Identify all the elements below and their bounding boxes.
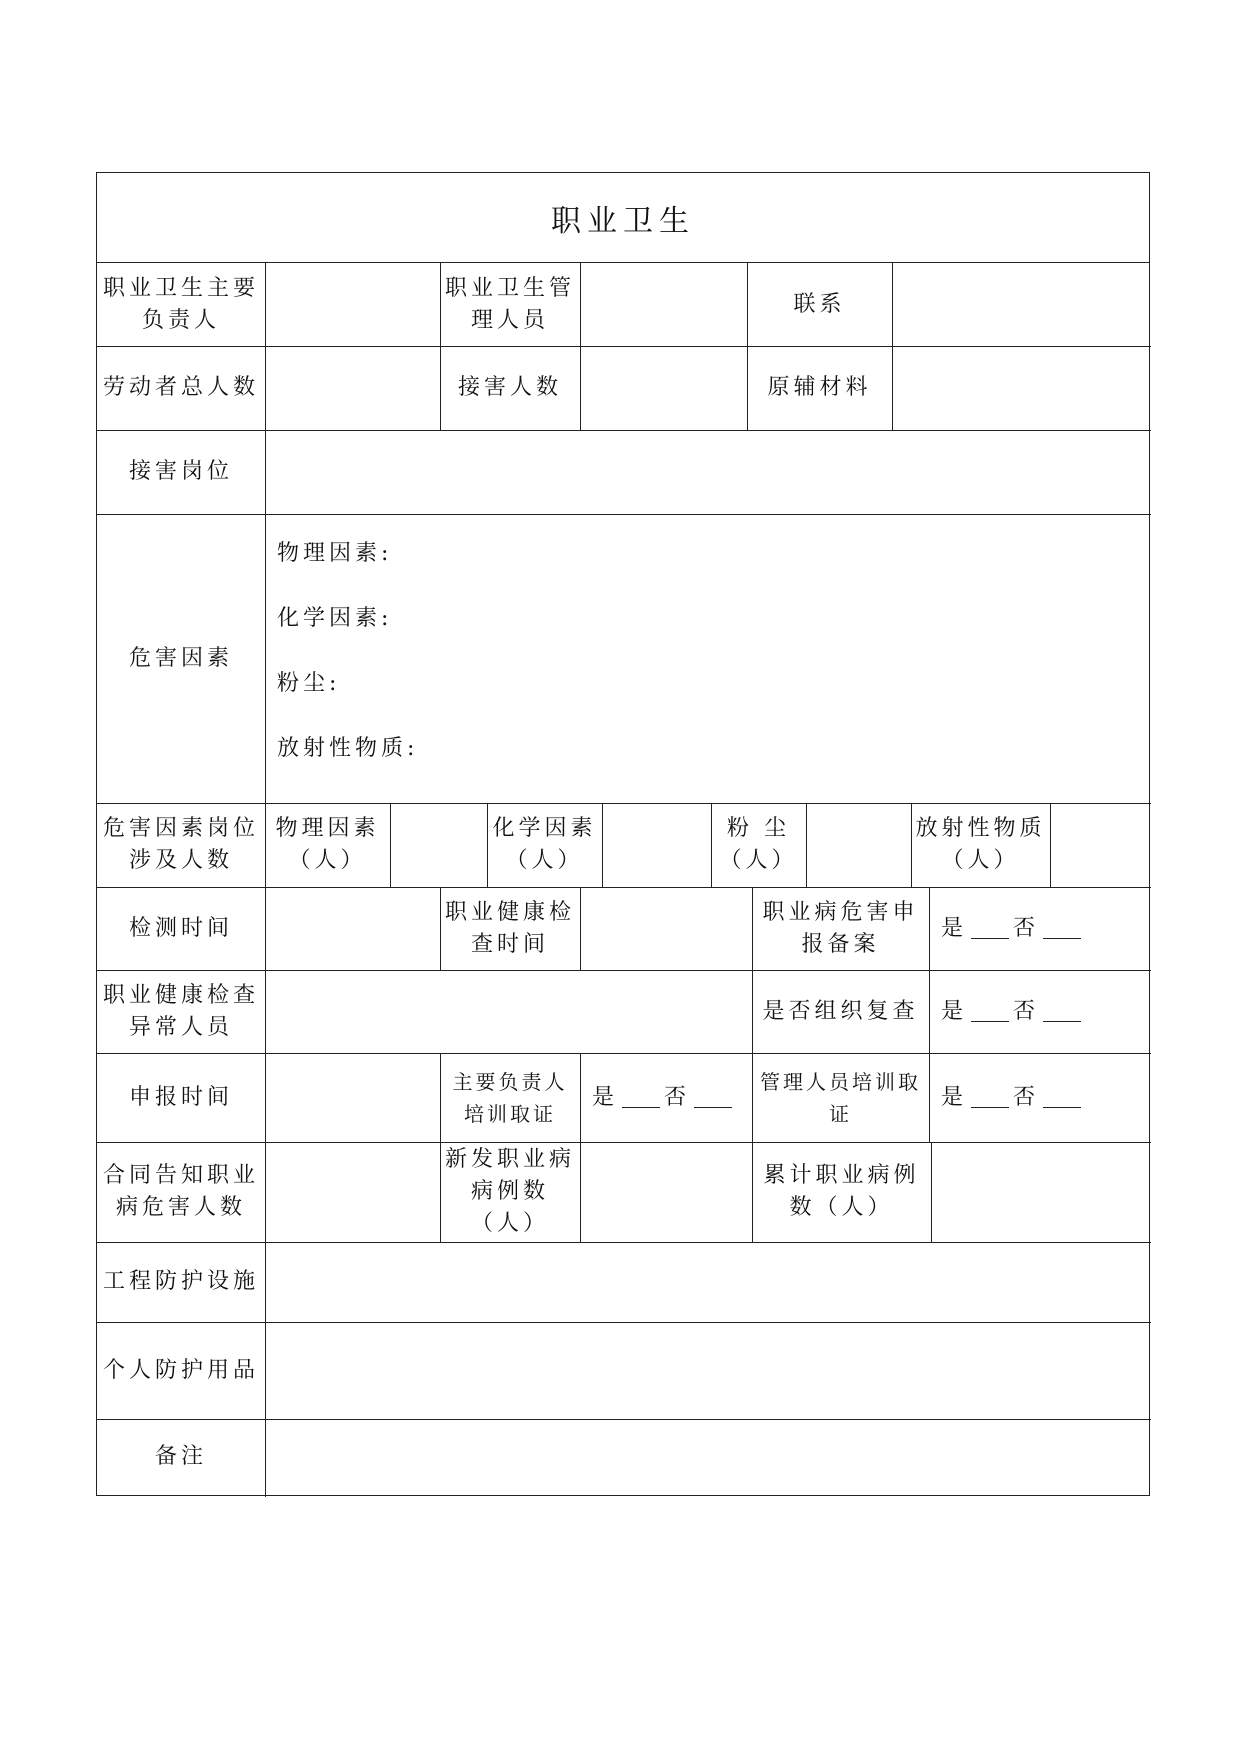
occupational-health-form (96, 172, 1150, 1496)
hazard-radioactive: 放射性物质: (277, 736, 419, 761)
hazard-chemical: 化学因素: (277, 606, 393, 631)
manager-label: 职业卫生管理人员 (444, 275, 575, 333)
exposed-posts-value[interactable] (265, 430, 1151, 514)
physical-count-value[interactable] (390, 803, 487, 887)
radioactive-count-label: 放射性物质（人） (915, 816, 1046, 873)
workers-label: 劳动者总人数 (102, 375, 259, 400)
workers-value[interactable] (265, 346, 440, 430)
hazard-factors-label: 危害因素 (128, 645, 233, 671)
contract-value[interactable] (265, 1142, 440, 1242)
manager-training-yes-no[interactable]: 是 否 (929, 1053, 1151, 1142)
hazard-posts-label: 危害因素岗位涉及人数 (102, 816, 259, 873)
ppe-label: 个人防护用品 (102, 1357, 259, 1383)
chemical-count-value[interactable] (602, 803, 711, 887)
remarks-label: 备注 (154, 1444, 207, 1469)
hazard-physical: 物理因素: (277, 541, 393, 566)
ppe-value[interactable] (265, 1322, 1151, 1419)
hazard-factors-list (277, 519, 418, 779)
test-time-label: 检测时间 (128, 915, 233, 941)
form-title: 职业卫生 (97, 173, 1149, 263)
dust-count-value[interactable] (806, 803, 911, 887)
abnormal-label: 职业健康检查异常人员 (102, 982, 259, 1040)
engineering-label: 工程防护设施 (102, 1269, 259, 1294)
new-cases-label: 新发职业病病例数（人） (444, 1147, 575, 1236)
remarks-value[interactable] (265, 1419, 1151, 1495)
test-time-value[interactable] (265, 887, 440, 970)
total-cases-value[interactable] (931, 1142, 1151, 1242)
manager-training-label: 管理人员培训取证 (760, 1069, 921, 1126)
materials-label: 原辅材料 (767, 375, 872, 400)
lead-training-label: 主要负责人培训取证 (452, 1069, 568, 1126)
hazard-dust: 粉尘: (277, 671, 341, 696)
abnormal-value[interactable] (265, 970, 752, 1053)
lead-value[interactable] (265, 263, 440, 346)
lead-label: 职业卫生主要负责人 (102, 275, 259, 333)
engineering-value[interactable] (265, 1242, 1151, 1322)
lead-training-yes-no[interactable]: 是 否 (580, 1053, 752, 1142)
total-cases-label: 累计职业病例数（人） (763, 1163, 920, 1220)
dust-count-label: 粉 尘（人） (719, 816, 798, 873)
declare-time-value[interactable] (265, 1053, 440, 1142)
materials-value[interactable] (892, 346, 1151, 430)
health-check-time-label: 职业健康检查时间 (444, 899, 575, 957)
contact-value[interactable] (892, 263, 1151, 346)
chemical-count-label: 化学因素（人） (492, 816, 597, 873)
recheck-yes-no[interactable]: 是 否 (929, 970, 1151, 1053)
exposed-count-label: 接害人数 (457, 375, 562, 400)
new-cases-value[interactable] (580, 1142, 752, 1242)
contract-label: 合同告知职业病危害人数 (102, 1163, 259, 1220)
radioactive-count-value[interactable] (1050, 803, 1151, 887)
exposed-count-value[interactable] (580, 346, 747, 430)
exposed-posts-label: 接害岗位 (128, 459, 233, 484)
physical-count-label: 物理因素（人） (275, 816, 380, 873)
contact-label: 联系 (793, 291, 846, 317)
declaration-label: 职业病危害申报备案 (762, 899, 919, 957)
declare-time-label: 申报时间 (128, 1084, 233, 1110)
health-check-time-value[interactable] (580, 887, 752, 970)
recheck-label: 是否组织复查 (762, 998, 919, 1024)
declaration-yes-no[interactable]: 是 否 (929, 887, 1151, 970)
manager-value[interactable] (580, 263, 747, 346)
